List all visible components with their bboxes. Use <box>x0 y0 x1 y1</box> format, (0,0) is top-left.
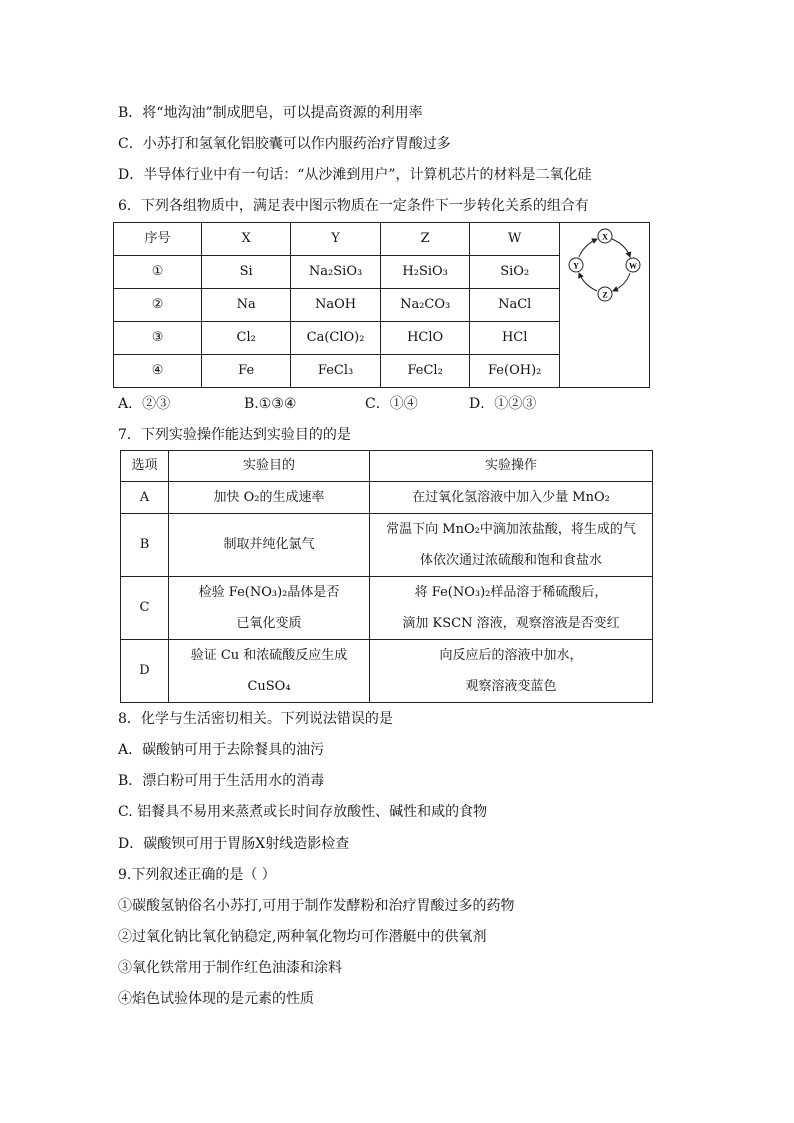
q6-options <box>118 395 536 413</box>
q6-header: 序号 <box>114 223 202 256</box>
q7-operation <box>370 514 653 577</box>
arrow-y-to-x <box>579 239 597 257</box>
q6-cell: Na₂CO₃ <box>380 289 470 322</box>
q6-header: W <box>470 223 560 256</box>
q6-cell: ② <box>114 289 202 322</box>
q7-row-d <box>121 640 653 703</box>
q6-header-row <box>114 223 650 256</box>
q6-cell: ④ <box>114 355 202 388</box>
q6-cell: FeCl₃ <box>291 355 381 388</box>
q6-option-a: A．②③ <box>118 396 171 412</box>
question-7: 7．下列实验操作能达到实验目的的是 <box>118 427 351 443</box>
q7-operation-line: 将 Fe(NO₃)₂样品溶于稀硫酸后， <box>414 585 608 600</box>
q8-option-d: D．碳酸钡可用于胃肠X射线造影检查 <box>118 836 350 852</box>
arrow-w-to-z <box>613 273 630 291</box>
q7-purpose <box>169 577 370 640</box>
q6-cell: NaCl <box>470 289 560 322</box>
q6-cell: Fe(OH)₂ <box>470 355 560 388</box>
q7-operation-line: 体依次通过浓硫酸和饱和食盐水 <box>419 553 602 568</box>
q7-header: 选项 <box>121 451 169 482</box>
q6-option-d: D．①②③ <box>469 396 537 412</box>
q7-purpose-line: 检验 Fe(NO₃)₂晶体是否 <box>198 585 340 600</box>
q7-row-b <box>121 514 653 577</box>
svg-text:Y: Y <box>573 261 579 271</box>
svg-text:X: X <box>602 232 608 242</box>
question-9: 9.下列叙述正确的是（ ） <box>118 867 276 883</box>
q7-option: C <box>121 577 169 640</box>
q6-cell: Fe <box>202 355 291 388</box>
question-8: 8．化学与生活密切相关。下列说法错误的是 <box>118 711 393 727</box>
q8-option-b: B．漂白粉可用于生活用水的消毒 <box>118 773 325 789</box>
q7-operation <box>370 577 653 640</box>
option-d-line: D．半导体行业中有一句话：“从沙滩到用户”，计算机芯片的材料是二氧化硅 <box>118 167 592 183</box>
q6-cell: NaOH <box>291 289 381 322</box>
q6-option-b: B.①③④ <box>244 396 297 412</box>
q6-cell: H₂SiO₃ <box>380 256 470 289</box>
node-z <box>598 287 612 301</box>
q6-cell: HClO <box>380 322 470 355</box>
q9-statement-1: ①碳酸氢钠俗名小苏打,可用于制作发酵粉和治疗胃酸过多的药物 <box>118 898 515 914</box>
q7-header-row <box>121 451 653 482</box>
svg-text:W: W <box>628 261 637 271</box>
q9-statement-4: ④焰色试验体现的是元素的性质 <box>118 991 314 1007</box>
svg-text:Z: Z <box>602 290 608 300</box>
q7-purpose: 加快 O₂的生成速率 <box>169 482 370 514</box>
q6-cell: ③ <box>114 322 202 355</box>
q7-operation-line: 观察溶液变蓝色 <box>465 679 557 694</box>
q7-purpose-line: 验证 Cu 和浓硫酸反应生成 <box>190 648 348 663</box>
q6-cell: Cl₂ <box>202 322 291 355</box>
q7-option: B <box>121 514 169 577</box>
option-c-line: C．小苏打和氢氧化铝胶囊可以作内服药治疗胃酸过多 <box>118 136 451 152</box>
q6-cell: ① <box>114 256 202 289</box>
q9-statement-2: ②过氧化钠比氧化钠稳定,两种氧化物均可作潜艇中的供氧剂 <box>118 929 487 945</box>
q7-header: 实验目的 <box>169 451 370 482</box>
q8-option-c: C. 铝餐具不易用来蒸煮或长时间存放酸性、碱性和咸的食物 <box>118 804 488 820</box>
q6-cell: Na₂SiO₃ <box>291 256 381 289</box>
arrow-x-to-w <box>612 239 630 257</box>
q7-table <box>120 450 653 703</box>
q7-operation-line: 滴加 KSCN 溶液，观察溶液是否变红 <box>402 616 620 631</box>
q9-statement-3: ③氧化铁常用于制作红色油漆和涂料 <box>118 960 342 976</box>
node-x <box>598 229 612 243</box>
q6-header: Z <box>380 223 470 256</box>
q7-header: 实验操作 <box>370 451 653 482</box>
option-b-line: B．将“地沟油”制成肥皂，可以提高资源的利用率 <box>118 105 423 121</box>
q7-option: D <box>121 640 169 703</box>
q6-header: Y <box>291 223 381 256</box>
q6-cell: Si <box>202 256 291 289</box>
q6-cell: Na <box>202 289 291 322</box>
q6-cell: Ca(ClO)₂ <box>291 322 381 355</box>
node-w <box>626 258 640 272</box>
q7-operation-line: 向反应后的溶液中加水， <box>439 648 583 663</box>
q6-option-c: C．①④ <box>365 396 418 412</box>
question-6: 6．下列各组物质中，满足表中图示物质在一定条件下一步转化关系的组合有 <box>118 198 589 214</box>
q7-purpose-line: 已氧化变质 <box>236 616 302 631</box>
q7-operation-line: 常温下向 MnO₂中滴加浓盐酸，将生成的气 <box>386 522 636 537</box>
q7-option: A <box>121 482 169 514</box>
node-y <box>569 258 583 272</box>
q7-operation <box>370 640 653 703</box>
q6-table <box>113 222 650 388</box>
q6-cell: SiO₂ <box>470 256 560 289</box>
q7-purpose-line: CuSO₄ <box>247 679 291 694</box>
conversion-diagram-cell <box>559 223 649 388</box>
conversion-cycle-diagram <box>560 223 649 381</box>
q6-cell: HCl <box>470 322 560 355</box>
q7-operation: 在过氧化氢溶液中加入少量 MnO₂ <box>370 482 653 514</box>
q8-option-a: A．碳酸钠可用于去除餐具的油污 <box>118 742 325 758</box>
q7-purpose: 制取并纯化氯气 <box>169 514 370 577</box>
q7-row-a <box>121 482 653 514</box>
arrow-z-to-y <box>579 273 597 291</box>
q7-row-c <box>121 577 653 640</box>
q6-header: X <box>202 223 291 256</box>
q6-cell: FeCl₂ <box>380 355 470 388</box>
q7-purpose <box>169 640 370 703</box>
